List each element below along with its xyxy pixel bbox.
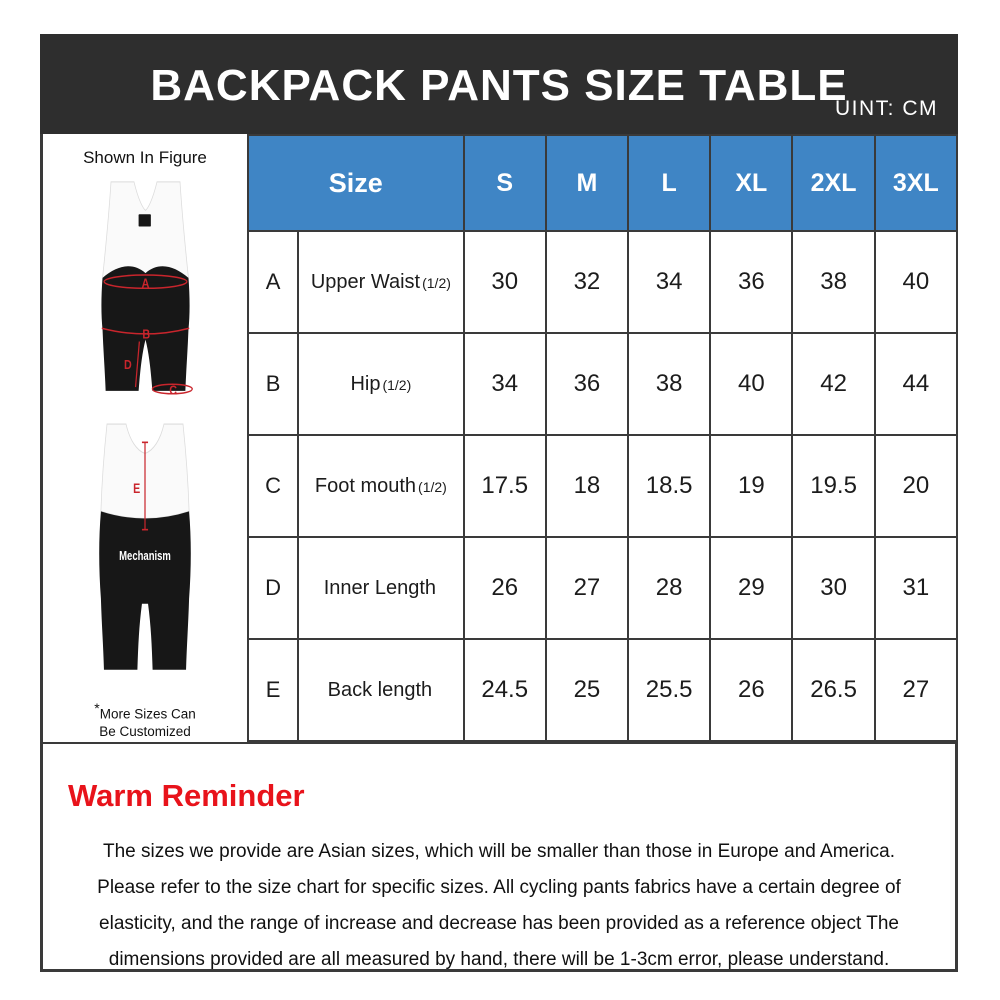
row-label [298, 231, 463, 333]
column-header-xl: XL [710, 135, 792, 231]
size-table-header-row [248, 135, 957, 231]
measure-label-c: C [168, 382, 177, 399]
measurement-name: Back length [327, 678, 433, 701]
cell-value: 17.5 [464, 435, 546, 537]
column-header-l: L [628, 135, 710, 231]
warm-reminder-title: Warm Reminder [68, 778, 305, 813]
row-label [298, 639, 463, 741]
figure-footnote [43, 700, 247, 740]
row-key: B [248, 333, 298, 435]
cell-value: 19.5 [792, 435, 874, 537]
cell-value: 36 [710, 231, 792, 333]
measurement-name: Inner Length [323, 576, 437, 599]
cell-value: 34 [464, 333, 546, 435]
row-key: A [248, 231, 298, 333]
table-row [248, 537, 957, 639]
cell-value: 19 [710, 435, 792, 537]
table-row [248, 231, 957, 333]
reminder-line: dimensions provided are all measured by hand, there will be 1-3cm error, please understand. [108, 949, 890, 970]
shorts-back-shape [99, 511, 191, 669]
bib-front-shape [102, 182, 188, 278]
cell-value: 27 [546, 537, 628, 639]
column-header-s: S [464, 135, 546, 231]
column-header-m: M [546, 135, 628, 231]
row-key: D [248, 537, 298, 639]
cell-value: 30 [792, 537, 874, 639]
chest-label-patch [138, 214, 150, 226]
cell-value: 36 [546, 333, 628, 435]
measurement-suffix: (1/2) [382, 376, 412, 393]
row-label [298, 435, 463, 537]
figure-caption: Shown In Figure [83, 148, 207, 167]
cell-value: 25.5 [628, 639, 710, 741]
row-label [298, 333, 463, 435]
cell-value: 26.5 [792, 639, 874, 741]
measurement-suffix: (1/2) [418, 478, 447, 495]
measurement-name: Foot mouth [314, 474, 417, 497]
cell-value: 27 [875, 639, 957, 741]
measurement-name: Hip [350, 372, 381, 395]
bib-shorts-front-figure [88, 180, 203, 408]
cell-value: 34 [628, 231, 710, 333]
measure-label-d: D [123, 356, 132, 373]
cell-value: 38 [628, 333, 710, 435]
size-chart-infographic [40, 34, 958, 972]
cell-value: 40 [875, 231, 957, 333]
size-table [247, 134, 958, 742]
column-header-3xl: 3XL [875, 135, 957, 231]
cell-value: 18.5 [628, 435, 710, 537]
measure-label-b: B [141, 326, 150, 342]
column-header-size: Size [248, 135, 464, 231]
cell-value: 31 [875, 537, 957, 639]
footnote-asterisk: * [94, 700, 100, 716]
figure-column [40, 134, 247, 742]
cell-value: 20 [875, 435, 957, 537]
measure-label-e: E [133, 480, 141, 497]
cell-value: 26 [464, 537, 546, 639]
row-label [298, 537, 463, 639]
cell-value: 25 [546, 639, 628, 741]
header-banner [40, 34, 958, 134]
measure-label-a: A [141, 275, 149, 291]
cell-value: 18 [546, 435, 628, 537]
page-title: BACKPACK PANTS SIZE TABLE [150, 61, 848, 110]
warm-reminder-body [43, 834, 955, 978]
cell-value: 28 [628, 537, 710, 639]
table-row [248, 435, 957, 537]
cell-value: 42 [792, 333, 874, 435]
cell-value: 32 [546, 231, 628, 333]
measurement-name: Upper Waist [310, 270, 421, 293]
cell-value: 44 [875, 333, 957, 435]
cell-value: 30 [464, 231, 546, 333]
brand-text: Mechanism [119, 549, 171, 564]
reminder-line: Please refer to the size chart for specific sizes. All cycling pants fabrics have a certain degree of [97, 877, 901, 898]
cell-value: 29 [710, 537, 792, 639]
footnote-line-2: Be Customized [99, 723, 191, 739]
bib-shorts-back-figure [88, 420, 202, 684]
warm-reminder-section [40, 742, 958, 972]
cell-value: 38 [792, 231, 874, 333]
cell-value: 26 [710, 639, 792, 741]
measurement-suffix: (1/2) [422, 274, 451, 291]
unit-label: UINT: CM [835, 97, 938, 120]
cell-value: 40 [710, 333, 792, 435]
row-key: E [248, 639, 298, 741]
cell-value: 24.5 [464, 639, 546, 741]
reminder-line: elasticity, and the range of increase and decrease has been provided as a reference object The [99, 913, 899, 934]
row-key: C [248, 435, 298, 537]
reminder-line: The sizes we provide are Asian sizes, which will be smaller than those in Europe and America. [102, 841, 896, 862]
table-row [248, 639, 957, 741]
table-row [248, 333, 957, 435]
footnote-line-1: More Sizes Can [99, 706, 196, 722]
column-header-2xl: 2XL [792, 135, 874, 231]
